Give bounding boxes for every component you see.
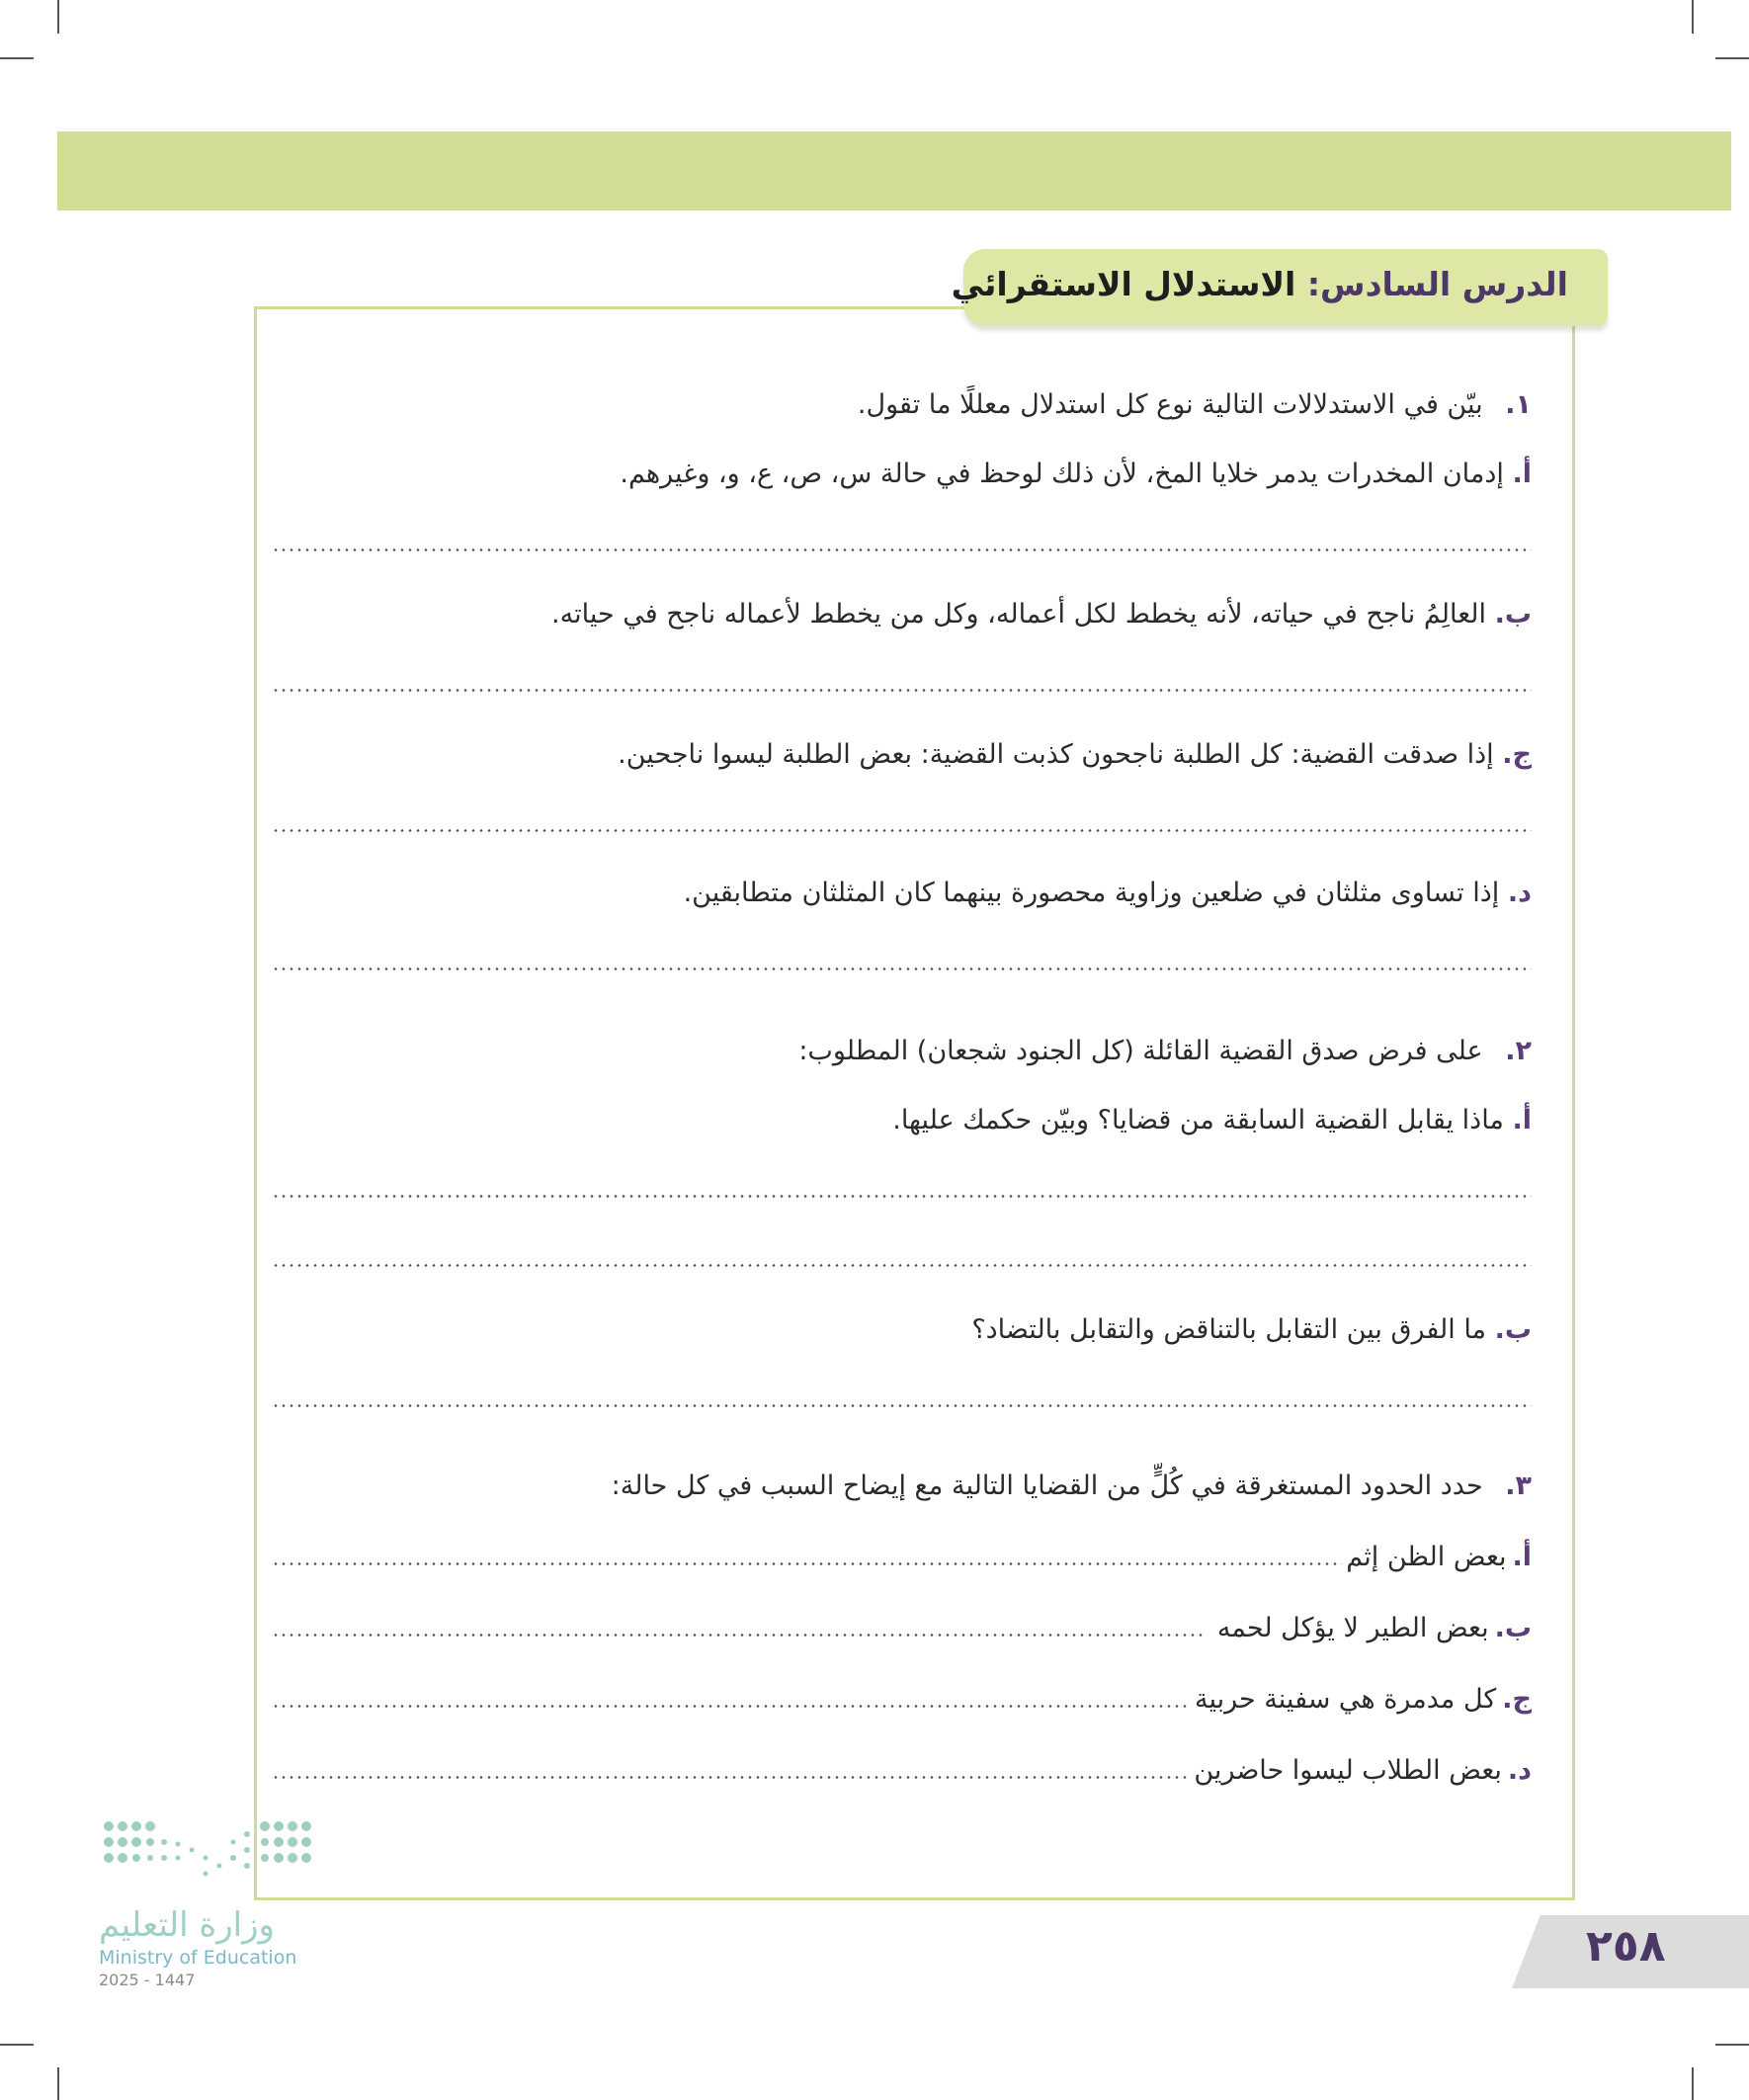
question-text: بيّن في الاستدلالات التالية نوع كل استدلال معللًا ما تقول. [857, 389, 1483, 420]
item-text: بعض الطير لا يؤكل لحمه [1216, 1613, 1489, 1643]
answer-fill[interactable] [272, 1562, 1342, 1565]
item-letter: د. [1507, 1755, 1532, 1786]
answer-line[interactable] [272, 1195, 1532, 1198]
answer-fill[interactable] [272, 1705, 1191, 1708]
question-number: ٣. [1505, 1470, 1532, 1501]
question-2-item-a [272, 1105, 1532, 1135]
lesson-title [952, 265, 1568, 303]
item-text: إذا تساوى مثلثان في ضلعين وزاوية محصورة بينهما كان المثلثان متطابقين. [683, 878, 1500, 908]
question-3-item-c [272, 1684, 1532, 1715]
question-1 [272, 389, 1532, 420]
crop-mark [0, 57, 34, 59]
item-letter: ب. [1494, 1613, 1532, 1643]
question-2 [272, 1036, 1532, 1066]
item-letter: أ. [1512, 1542, 1532, 1572]
item-letter: ب. [1494, 599, 1532, 630]
question-text: حدد الحدود المستغرقة في كُلٍّ من القضايا التالية مع إيضاح السبب في كل حالة: [611, 1470, 1483, 1501]
item-letter: ج. [1502, 739, 1532, 770]
crop-mark [1692, 0, 1694, 34]
ministry-name-arabic: وزارة التعليم [99, 1905, 275, 1945]
question-1-item-a [272, 459, 1532, 489]
content-frame [254, 306, 1575, 1900]
item-text: بعض الطلاب ليسوا حاضرين [1194, 1755, 1502, 1786]
question-3-item-a [272, 1542, 1532, 1572]
question-2-item-b [272, 1314, 1532, 1345]
ministry-logo-dots-icon [99, 1818, 316, 1888]
question-3 [272, 1470, 1532, 1501]
item-text: العالِمُ ناجح في حياته، لأنه يخطط لكل أعماله، وكل من يخطط لأعماله ناجح في حياته. [551, 599, 1487, 630]
crop-mark [1715, 2044, 1749, 2046]
lesson-title-label: الدرس السادس: [1306, 265, 1568, 303]
page-number: ٢٥٨ [1586, 1921, 1666, 1972]
item-text: ماذا يقابل القضية السابقة من قضايا؟ وبيّن حكمك عليها. [892, 1105, 1504, 1135]
item-text: بعض الظن إثم [1346, 1542, 1507, 1572]
answer-fill[interactable] [272, 1634, 1204, 1637]
question-text: على فرض صدق القضية القائلة (كل الجنود شجعان) المطلوب: [798, 1036, 1483, 1066]
answer-line[interactable] [272, 967, 1532, 970]
question-number: ١. [1505, 389, 1532, 420]
ministry-year: 2025 - 1447 [99, 1971, 196, 1989]
lesson-title-name: الاستدلال الاستقرائي [951, 265, 1296, 303]
item-letter: ج. [1502, 1684, 1532, 1715]
answer-line[interactable] [272, 1404, 1532, 1407]
crop-mark [0, 2044, 34, 2046]
answer-fill[interactable] [272, 1776, 1190, 1779]
item-letter: ب. [1494, 1314, 1532, 1345]
item-text: كل مدمرة هي سفينة حربية [1194, 1684, 1497, 1715]
answer-line[interactable] [272, 548, 1532, 551]
item-text: ما الفرق بين التقابل بالتناقض والتقابل بالتضاد؟ [971, 1314, 1487, 1345]
question-1-item-c [272, 739, 1532, 770]
item-letter: أ. [1512, 459, 1532, 489]
ministry-logo [99, 1818, 316, 1989]
answer-line[interactable] [272, 689, 1532, 692]
item-letter: د. [1507, 878, 1532, 908]
question-3-item-b [272, 1613, 1532, 1643]
question-3-item-d [272, 1755, 1532, 1786]
crop-mark [1715, 57, 1749, 59]
crop-mark [57, 0, 59, 34]
crop-mark [57, 2067, 59, 2100]
item-text: إدمان المخدرات يدمر خلايا المخ، لأن ذلك لوحظ في حالة س، ص، ع، و، وغيرهم. [620, 459, 1504, 489]
item-text: إذا صدقت القضية: كل الطلبة ناجحون كذبت القضية: بعض الطلبة ليسوا ناجحين. [618, 739, 1494, 770]
header-band [57, 131, 1731, 210]
question-1-item-d [272, 878, 1532, 908]
answer-line[interactable] [272, 829, 1532, 832]
ministry-name-english: Ministry of Education [99, 1947, 297, 1969]
answer-line[interactable] [272, 1264, 1532, 1267]
lesson-title-tab [951, 249, 1608, 326]
item-letter: أ. [1512, 1105, 1532, 1135]
crop-mark [1692, 2067, 1694, 2100]
question-number: ٢. [1505, 1036, 1532, 1066]
question-1-item-b [272, 599, 1532, 630]
